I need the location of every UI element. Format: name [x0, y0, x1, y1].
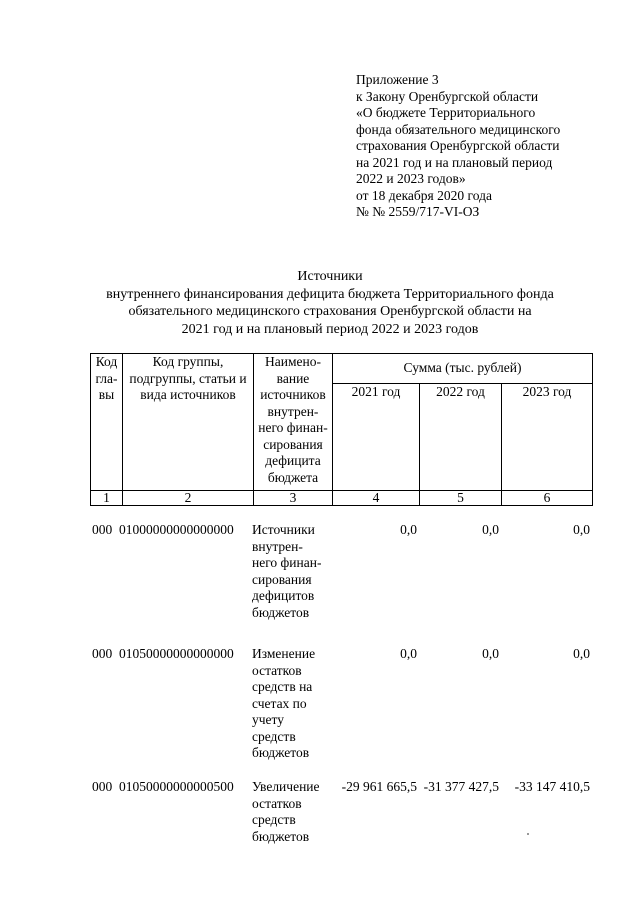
header-group-code: Код группы, подгруппы, статьи и вида источников — [123, 354, 254, 491]
column-number: 5 — [420, 491, 502, 506]
source-name: Изменение остатков средств на счетах по учету средств бюджетов — [252, 646, 316, 760]
value-2023: 0,0 — [573, 522, 590, 537]
title-line: внутреннего финансирования дефицита бюджета Территориального фонда — [106, 286, 554, 302]
header-year-2023: 2023 год — [502, 384, 593, 491]
column-number: 6 — [502, 491, 593, 506]
table-row — [90, 779, 600, 849]
value-2022: 0,0 — [482, 646, 499, 661]
source-code: 01050000000000000 — [119, 646, 234, 661]
appendix-line: на 2021 год и на плановый период — [356, 154, 553, 170]
title-line: обязательного медицинского страхования Оренбургской области на — [128, 304, 532, 319]
chapter-code: 000 — [92, 646, 113, 661]
title-line: 2021 год и на плановый период 2022 и 2023 годов — [181, 321, 479, 337]
appendix-line: № № 2559/717-VI-ОЗ — [356, 204, 480, 219]
source-code: 01000000000000000 — [119, 522, 234, 537]
source-name: Источники внутрен- него финан- сирования дефицитов бюджетов — [252, 522, 322, 620]
appendix-line: 2022 и 2023 годов» — [356, 171, 466, 186]
table-row — [90, 646, 600, 779]
header-sum: Сумма (тыс. рублей) — [333, 354, 593, 384]
header-chapter-code: Код гла- вы — [91, 354, 123, 491]
column-number: 2 — [123, 491, 254, 506]
header-table — [90, 353, 593, 506]
appendix-block — [356, 72, 560, 221]
source-code: 01050000000000500 — [119, 779, 234, 794]
header-year-2021: 2021 год — [333, 384, 420, 491]
appendix-line: к Закону Оренбургской области — [356, 88, 539, 104]
scan-speck — [527, 833, 529, 835]
chapter-code: 000 — [92, 522, 113, 537]
table-row — [90, 522, 600, 646]
value-2022: 0,0 — [482, 522, 499, 537]
header-year-2022: 2022 год — [420, 384, 502, 491]
document-title — [60, 268, 600, 338]
appendix-line: страхования Оренбургской области — [356, 138, 560, 153]
value-2022: -31 377 427,5 — [423, 779, 499, 794]
value-2023: 0,0 — [573, 646, 590, 661]
column-number: 4 — [333, 491, 420, 506]
value-2021: 0,0 — [400, 522, 417, 537]
appendix-line: фонда обязательного медицинского — [356, 121, 561, 137]
header-source-name: Наимено- вание источников внутрен- него финан- сирования дефицита бюджета — [254, 354, 333, 491]
column-number: 1 — [91, 491, 123, 506]
title-line: Источники — [297, 269, 363, 284]
appendix-line: от 18 декабря 2020 года — [356, 187, 492, 203]
value-2023: -33 147 410,5 — [514, 779, 590, 794]
appendix-line: Приложение 3 — [356, 72, 439, 87]
value-2021: 0,0 — [400, 646, 417, 661]
column-number: 3 — [254, 491, 333, 506]
appendix-line: «О бюджете Территориального — [356, 105, 536, 120]
chapter-code: 000 — [92, 779, 113, 794]
value-2021: -29 961 665,5 — [341, 779, 417, 794]
source-name: Увеличение остатков средств бюджетов — [252, 779, 320, 844]
table-body — [90, 522, 600, 849]
